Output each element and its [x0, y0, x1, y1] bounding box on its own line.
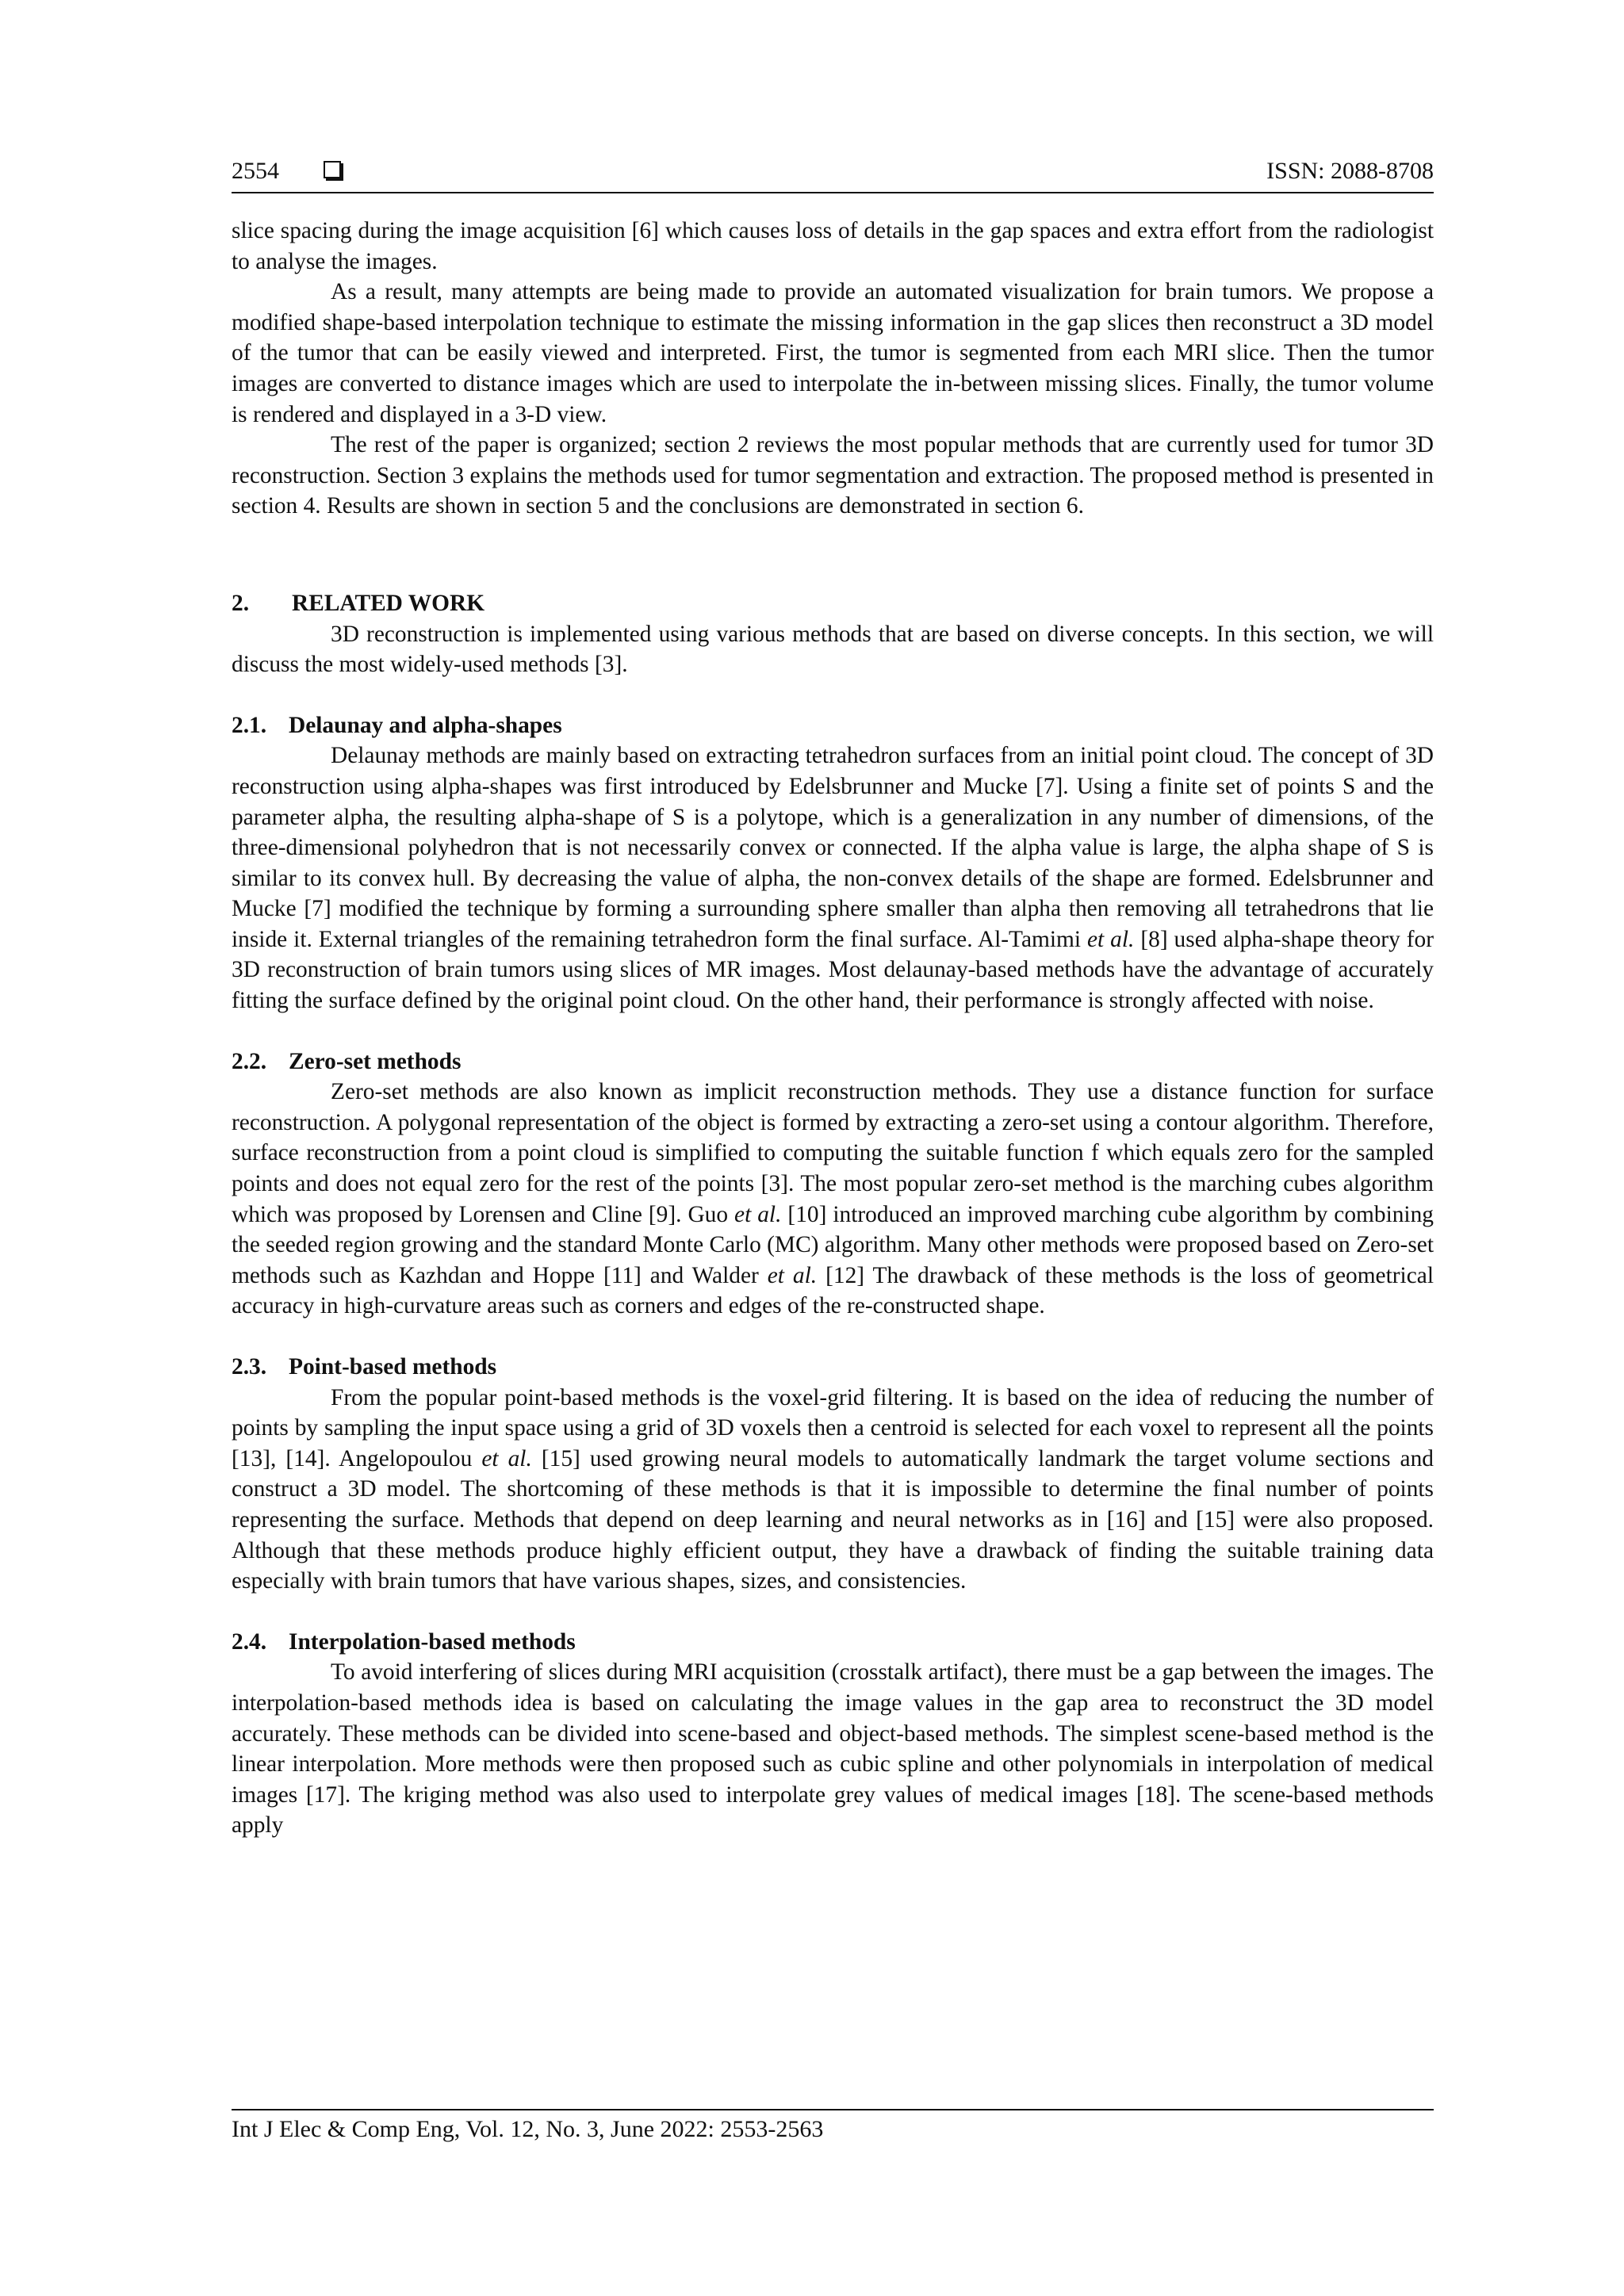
subsection-title: Zero-set methods [289, 1048, 462, 1074]
italic-text: et al. [1087, 926, 1135, 952]
subsection-heading [232, 1627, 1434, 1658]
paragraph [232, 1383, 1434, 1597]
subsection-number: 2.2. [232, 1048, 267, 1074]
subsection-number: 2.4. [232, 1628, 267, 1655]
paragraph: To avoid interfering of slices during MRI acquisition (crosstalk artifact), there must be a gap between the images. The interpolation-based methods idea is based on calculating the image values in the gap area to reconstruct the 3D model accurately. These methods can be divided into scene-based and object-based methods. The simplest scene-based method is the linear interpolation. More methods were then proposed such as cubic spline and other polynomials in interpolation of medical images [17]. The kriging method was also used to interpolate grey values of medical images [18]. The scene-based methods apply [232, 1659, 1434, 1839]
header-divider [232, 192, 1434, 193]
paragraph [232, 740, 1434, 1016]
subsection-title: Delaunay and alpha-shapes [289, 712, 562, 738]
italic-text: et al. [767, 1262, 818, 1288]
text-run: [15] used growing neural models to automatically landmark the target volume sections and construct a 3D model. The shortcoming of these methods is that it is impossible to determine the final number of points representing the surface. Methods that depend on deep learning and neural networks as in [16] and [15] were also proposed. Although that these methods produce highly efficient output, they have a drawback of finding the suitable training data especially with brain tumors that have various shapes, sizes, and consistencies. [232, 1445, 1434, 1594]
paragraph: As a result, many attempts are being made to provide an automated visualization for brain tumors. We propose a modified shape-based interpolation technique to estimate the missing information in the gap slices then reconstruct a 3D model of the tumor that can be easily viewed and interpreted. First, the tumor is segmented from each MRI slice. Then the tumor images are converted to distance images which are used to interpolate the in-between missing slices. Finally, the tumor volume is rendered and displayed in a 3-D view. [232, 279, 1434, 427]
section-number: 2. [232, 590, 250, 616]
text-run: [10] introduced an improved marching cube algorithm by combining the seeded region growing and the standard Monte Carlo (MC) algorithm. Many other methods were proposed based on Zero-set methods such as Kazhdan and Hoppe [11] and Walder [232, 1201, 1434, 1288]
subsection-heading [232, 1047, 1434, 1077]
italic-text: et al. [481, 1445, 532, 1471]
section-title: RELATED WORK [292, 590, 485, 616]
paragraph: slice spacing during the image acquisition [6] which causes loss of details in the gap spaces and extra effort from the radiologist to analyse the images. [232, 218, 1434, 274]
square-bullet-icon [324, 161, 341, 178]
text-run: Delaunay methods are mainly based on extracting tetrahedron surfaces from an initial point cloud. The concept of 3D reconstruction using alpha-shapes was first introduced by Edelsbrunner and Mucke [7]. Using a finite set of points S and the parameter alpha, the resulting alpha-shape of S is a polytope, which is a generalization in any number of dimensions, of the three-dimensional polyhedron that is not necessarily convex or connected. If the alpha value is large, the alpha shape of S is similar to its convex hull. By decreasing the value of alpha, the non-convex details of the shape are formed. Edelsbrunner and Mucke [7] modified the technique by forming a surrounding sphere smaller than alpha then removing all tetrahedrons that lie inside it. External triangles of the remaining tetrahedron form the final surface. Al-Tamimi [232, 743, 1434, 952]
article-body [232, 216, 1434, 1841]
subsection-heading [232, 710, 1434, 741]
subsection-number: 2.1. [232, 712, 267, 738]
subsection-title: Interpolation-based methods [289, 1628, 576, 1655]
issn-label: ISSN: 2088-8708 [1266, 158, 1434, 184]
subsection-heading [232, 1352, 1434, 1383]
text-run: [12] The drawback of these methods is the loss of geometrical accuracy in high-curvature areas such as corners and edges of the re-constructed shape. [232, 1262, 1434, 1319]
text-run: Zero-set methods are also known as implicit reconstruction methods. They use a distance function for surface reconstruction. A polygonal representation of the object is formed by extracting a zero-set using a contour algorithm. Therefore, surface reconstruction from a point cloud is simplified to computing the suitable function f which equals zero for the sampled points and does not equal zero for the rest of the points [3]. The most popular zero-set method is the marching cubes algorithm which was proposed by Lorensen and Cline [9]. Guo [232, 1079, 1434, 1227]
footer-divider [232, 2109, 1434, 2110]
text-run: [8] used alpha-shape theory for 3D reconstruction of brain tumors using slices of MR images. Most delaunay-based methods have the advantage of accurately fitting the surface defined by the original point cloud. On the other hand, their performance is strongly affected with noise. [232, 926, 1434, 1014]
italic-text: et al. [734, 1201, 782, 1227]
section-heading [232, 588, 1434, 619]
paragraph: The rest of the paper is organized; section 2 reviews the most popular methods that are currently used for tumor 3D reconstruction. Section 3 explains the methods used for tumor segmentation and extraction. The proposed method is presented in section 4. Results are shown in section 5 and the conclusions are demonstrated in section 6. [232, 432, 1434, 519]
journal-citation: Int J Elec & Comp Eng, Vol. 12, No. 3, June 2022: 2553-2563 [232, 2116, 824, 2142]
paragraph: 3D reconstruction is implemented using various methods that are based on diverse concepts. In this section, we will discuss the most widely-used methods [3]. [232, 621, 1434, 678]
paragraph [232, 1077, 1434, 1322]
text-run: From the popular point-based methods is the voxel-grid filtering. It is based on the idea of reducing the number of points by sampling the input space using a grid of 3D voxels then a centroid is selected for each voxel to represent all the points [13], [14]. Angelopoulou [232, 1384, 1434, 1471]
page-number: 2554 [232, 158, 279, 184]
subsection-title: Point-based methods [289, 1354, 497, 1380]
subsection-number: 2.3. [232, 1354, 267, 1380]
page-header [232, 155, 1434, 190]
